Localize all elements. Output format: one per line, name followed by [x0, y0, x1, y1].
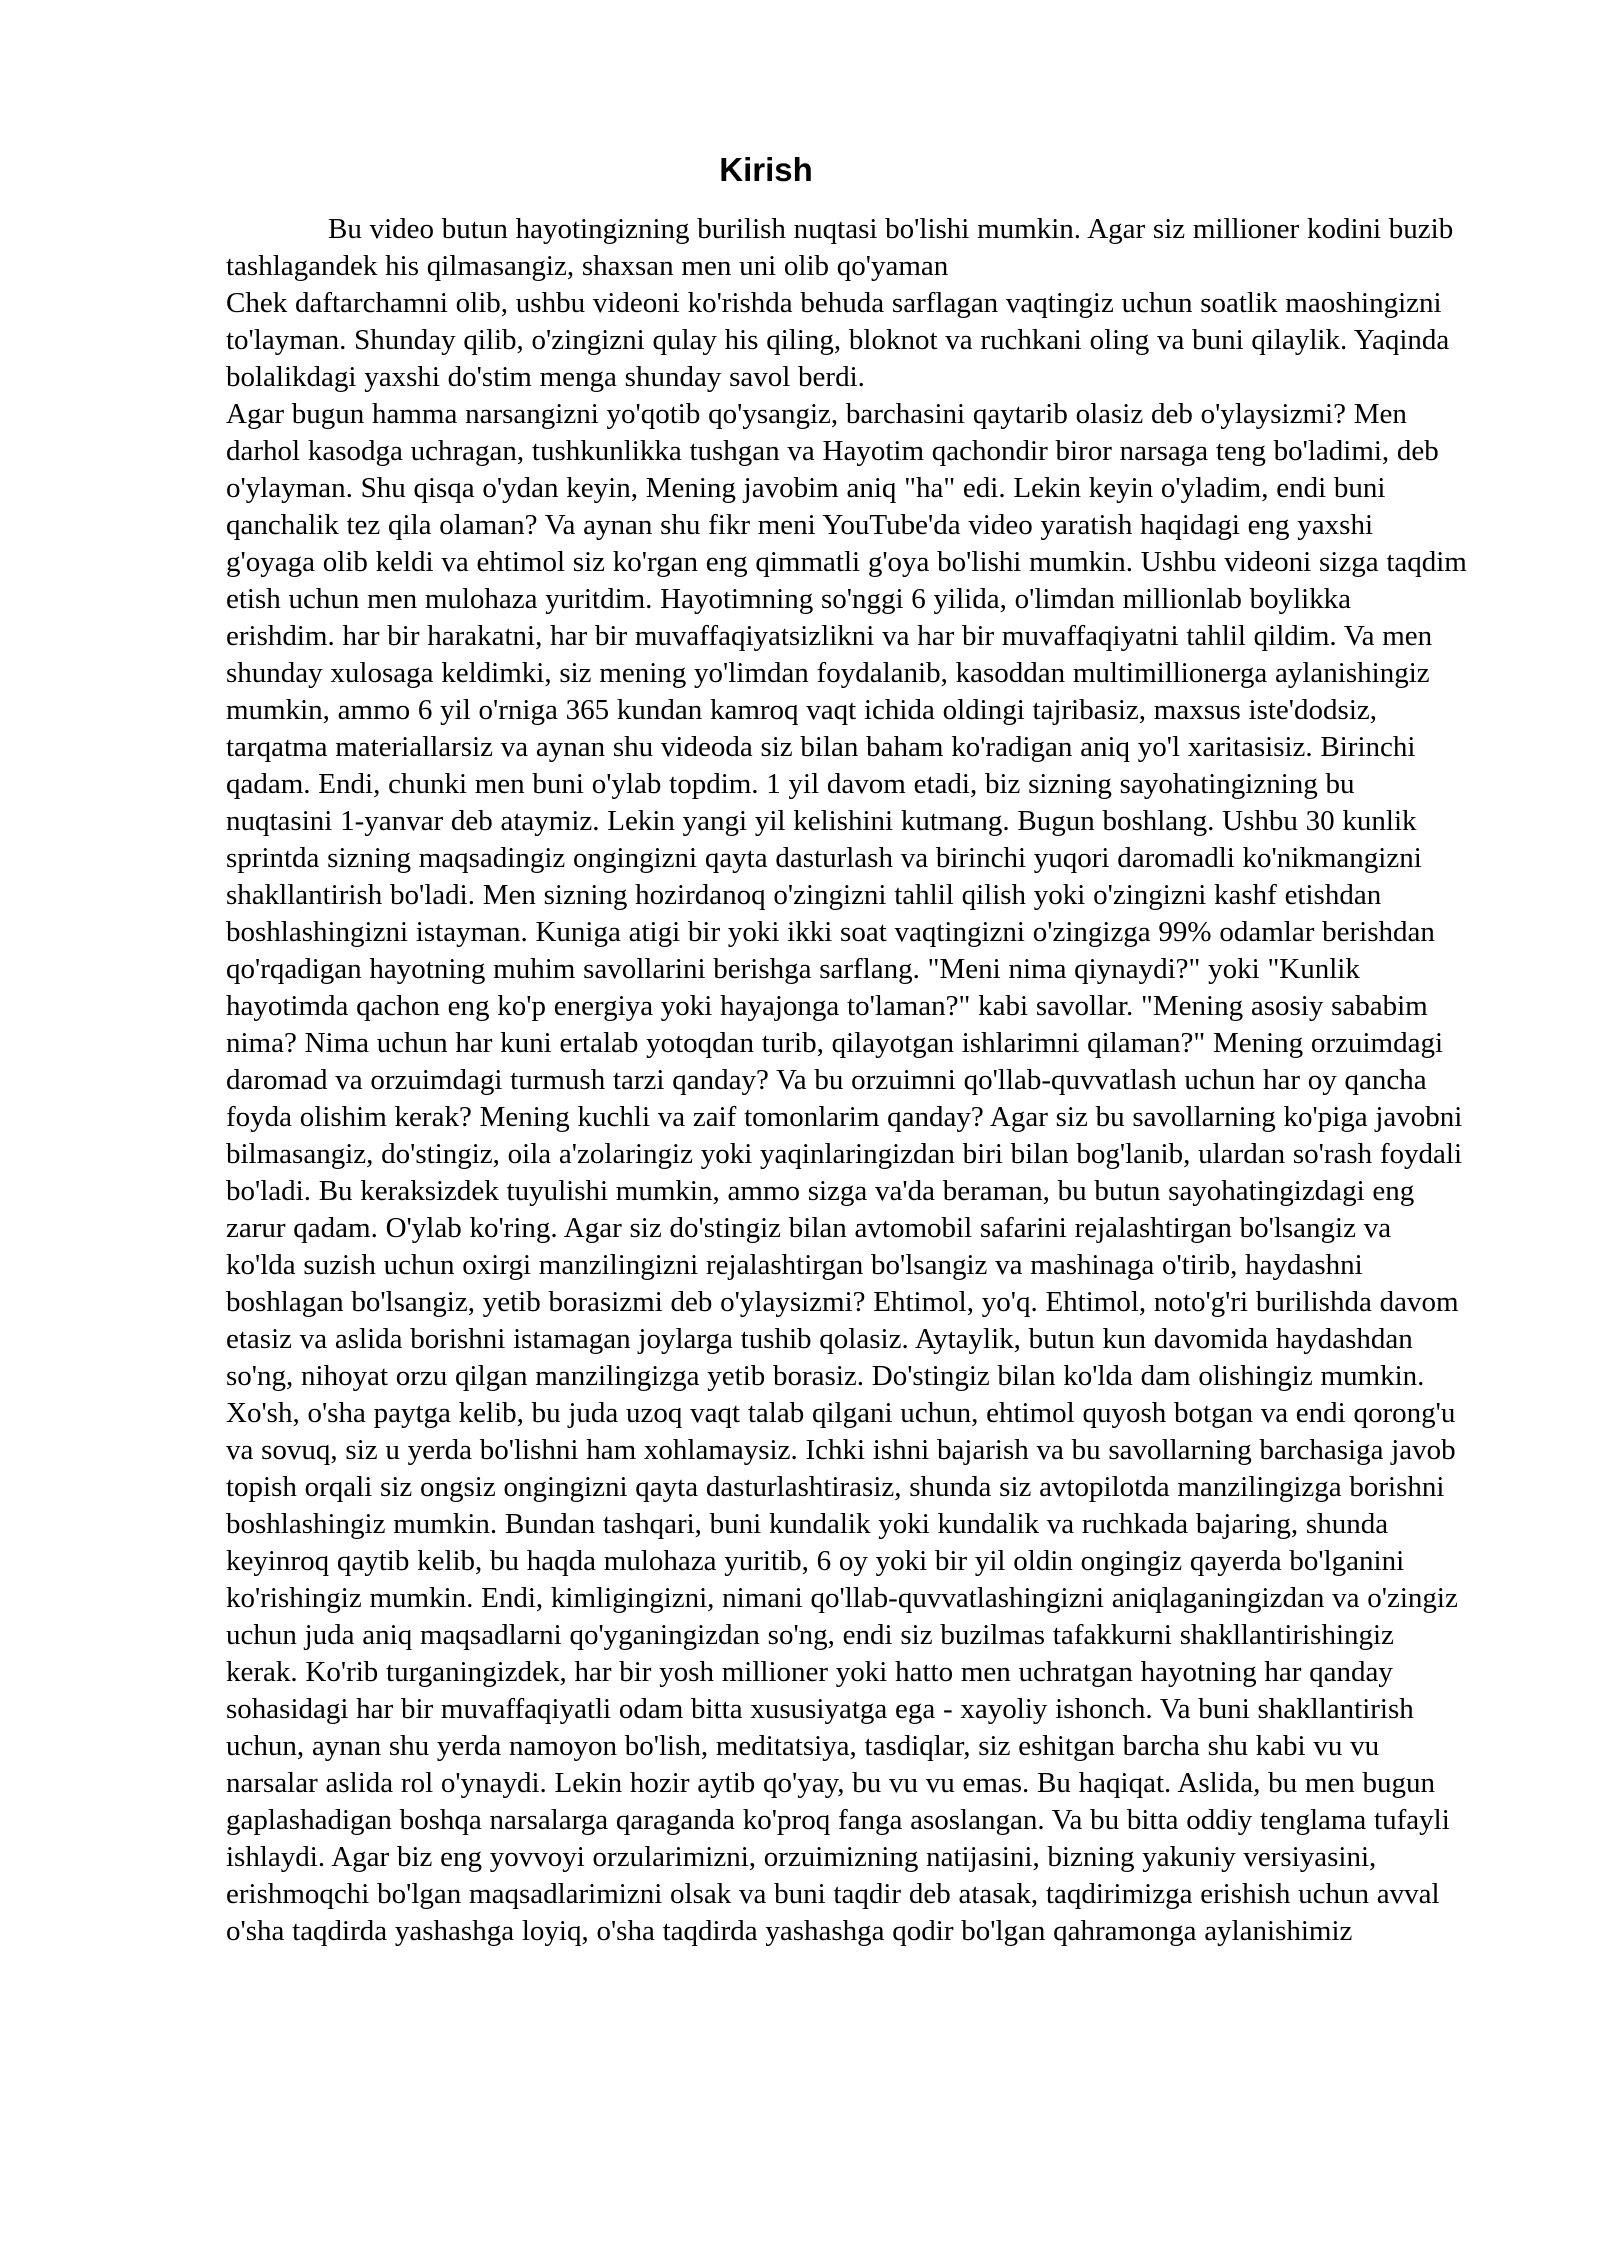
page-title: Kirish	[719, 151, 813, 188]
paragraph-promise: Chek daftarchamni olib, ushbu videoni ko'rishda behuda sarflagan vaqtingiz uchun soatlik maoshingizni to'layman. Shunday qilib, o'zingizni qulay his qiling, bloknot va ruchkani oling va buni qilaylik. Yaqinda bolalikdagi yaxshi do'stim menga shunday savol berdi.	[226, 287, 1450, 393]
paragraph-intro: Bu video butun hayotingizning burilish nuqtasi bo'lishi mumkin. Agar siz millioner kodini buzib tashlagandek his qilmasangiz, shaxsan men uni olib qo'yaman	[226, 213, 1454, 282]
paragraph-body: Agar bugun hamma narsangizni yo'qotib qo'ysangiz, barchasini qaytarib olasiz deb o'ylaysizmi? Men darhol kasodga uchragan, tushkunlikka tushgan va Hayotim qachondir biror narsaga teng bo'ladimi, deb o'ylayman. Shu qisqa o'ydan keyin, Mening javobim aniq "ha" edi. Lekin keyin o'yladim, endi buni qanchalik tez qila olaman? Va aynan shu fikr meni YouTube'da video yaratish haqidagi eng yaxshi g'oyaga olib keldi va ehtimol siz ko'rgan eng qimmatli g'oya bo'lishi mumkin. Ushbu videoni sizga taqdim etish uchun men mulohaza yuritdim. Hayotimning so'nggi 6 yilida, o'limdan millionlab boylikka erishdim. har bir harakatni, har bir muvaffaqiyatsizlikni va har bir muvaffaqiyatni tahlil qildim. Va men shunday xulosaga keldimki, siz mening yo'limdan foydalanib, kasoddan multimillionerga aylanishingiz mumkin, ammo 6 yil o'rniga 365 kundan kamroq vaqt ichida oldingi tajribasiz, maxsus iste'dodsiz, tarqatma materiallarsiz va aynan shu videoda siz bilan baham ko'radigan aniq yo'l xaritasisiz. Birinchi qadam. Endi, chunki men buni o'ylab topdim. 1 yil davom etadi, biz sizning sayohatingizning bu nuqtasini 1-yanvar deb ataymiz. Lekin yangi yil kelishini kutmang. Bugun boshlang. Ushbu 30 kunlik sprintda sizning maqsadingiz ongingizni qayta dasturlash va birinchi yuqori daromadli ko'nikmangizni shakllantirish bo'ladi. Men sizning hozirdanoq o'zingizni tahlil qilish yoki o'zingizni kashf etishdan boshlashingizni istayman. Kuniga atigi bir yoki ikki soat vaqtingizni o'zingizga 99% odamlar berishdan qo'rqadigan hayotning muhim savollarini berishga sarflang. "Meni nima qiynaydi?" yoki "Kunlik hayotimda qachon eng ko'p energiya yoki hayajonga to'laman?" kabi savollar. "Mening asosiy sababim nima? Nima uchun har kuni ertalab yotoqdan turib, qilayotgan ishlarimni qilaman?" Mening orzuimdagi daromad va orzuimdagi turmush tarzi qanday? Va bu orzuimni qo'llab-quvvatlash uchun har oy qancha foyda olishim kerak? Mening kuchli va zaif tomonlarim qanday? Agar siz bu savollarning ko'piga javobni bilmasangiz, do'stingiz, oila a'zolaringiz yoki yaqinlaringizdan biri bilan bog'lanib, ulardan so'rash foydali bo'ladi. Bu keraksizdek tuyulishi mumkin, ammo sizga va'da beraman, bu butun sayohatingizdagi eng zarur qadam. O'ylab ko'ring. Agar siz do'stingiz bilan avtomobil safarini rejalashtirgan bo'lsangiz va ko'lda suzish uchun oxirgi manzilingizni rejalashtirgan bo'lsangiz va mashinaga o'tirib, haydashni boshlagan bo'lsangiz, yetib borasizmi deb o'ylaysizmi? Ehtimol, yo'q. Ehtimol, noto'g'ri burilishda davom etasiz va aslida borishni istamagan joylarga tushib qolasiz. Aytaylik, butun kun davomida haydashdan so'ng, nihoyat orzu qilgan manzilingizga yetib borasiz. Do'stingiz bilan ko'lda dam olishingiz mumkin. Xo'sh, o'sha paytga kelib, bu juda uzoq vaqt talab qilgani uchun, ehtimol quyosh botgan va endi qorong'u va sovuq, siz u yerda bo'lishni ham xohlamaysiz. Ichki ishni bajarish va bu savollarning barchasiga javob topish orqali siz ongsiz ongingizni qayta dasturlashtirasiz, shunda siz avtopilotda manzilingizga borishni boshlashingiz mumkin. Bundan tashqari, buni kundalik yoki kundalik va ruchkada bajaring, shunda keyinroq qaytib kelib, bu haqda mulohaza yuritib, 6 oy yoki bir yil oldin ongingiz qayerda bo'lganini ko'rishingiz mumkin. Endi, kimligingizni, nimani qo'llab-quvvatlashingizni aniqlaganingizdan va o'zingiz uchun juda aniq maqsadlarni qo'yganingizdan so'ng, endi siz buzilmas tafakkurni shakllantirishingiz kerak. Ko'rib turganingizdek, har bir yosh millioner yoki hatto men uchratgan hayotning har qanday sohasidagi har bir muvaffaqiyatli odam bitta xususiyatga ega - xayoliy ishonch. Va buni shakllantirish uchun, aynan shu yerda namoyon bo'lish, meditatsiya, tasdiqlar, siz eshitgan barcha shu kabi vu vu narsalar aslida rol o'ynaydi. Lekin hozir aytib qo'yay, bu vu vu emas. Bu haqiqat. Aslida, bu men bugun gaplashadigan boshqa narsalarga qaraganda ko'proq fanga asoslangan. Va bu bitta oddiy tenglama tufayli ishlaydi. Agar biz eng yovvoyi orzularimizni, orzuimizning natijasini, bizning yakuniy versiyasini, erishmoqchi bo'lgan maqsadlarimizni olsak va buni taqdir deb atasak, taqdirimizga erishish uchun avval o'sha taqdirda yashashga loyiq, o'sha taqdirda yashashga qodir bo'lgan qahramonga aylanishimiz	[226, 398, 1467, 1947]
